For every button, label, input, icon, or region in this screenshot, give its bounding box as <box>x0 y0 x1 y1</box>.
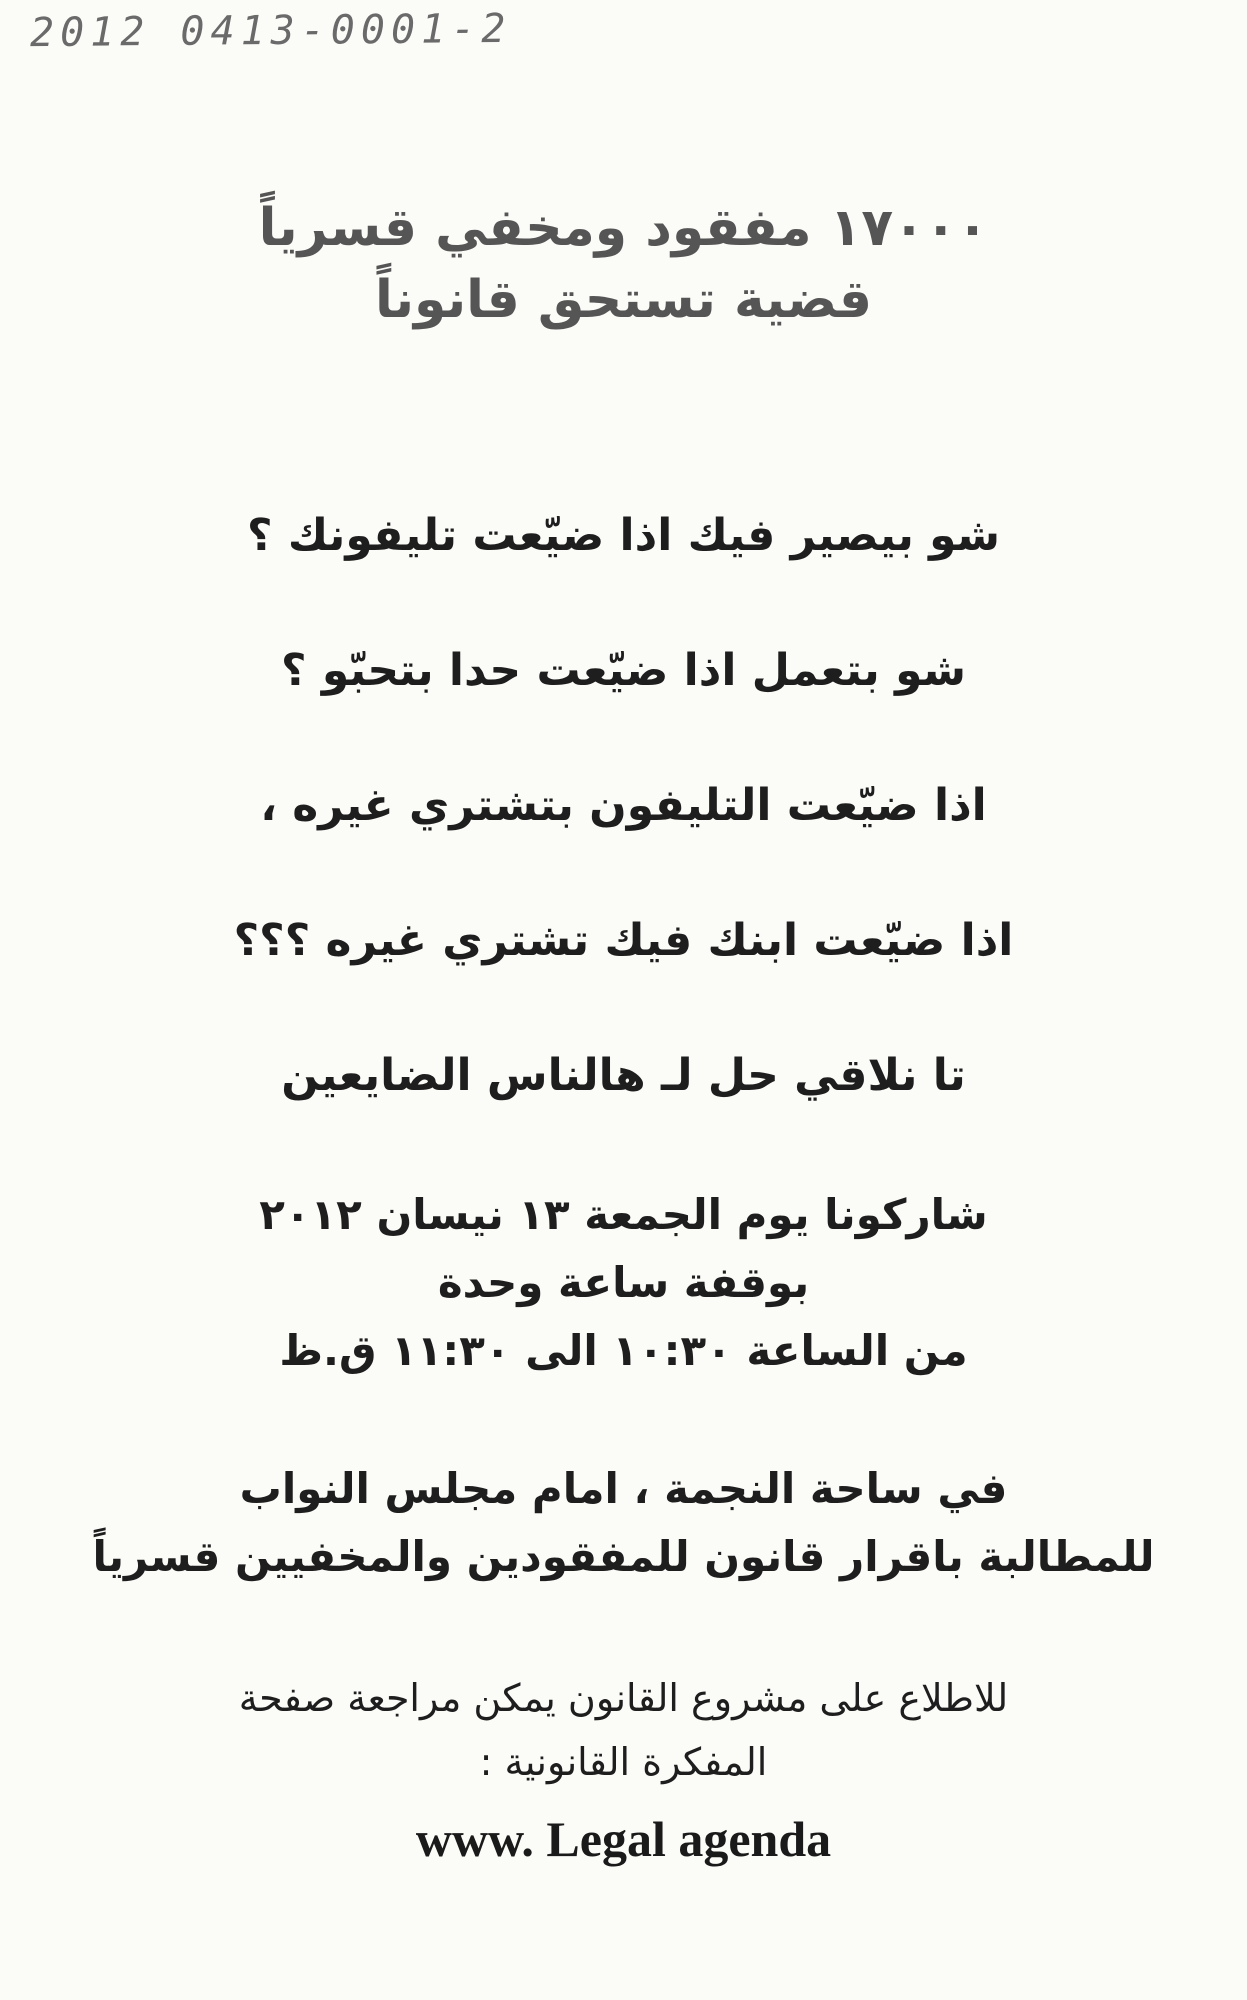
event-location: في ساحة النجمة ، امام مجلس النواب <box>239 1464 1008 1513</box>
event-date: شاركونا يوم الجمعة ١٣ نيسان ٢٠١٢ <box>259 1190 988 1239</box>
question-4: اذا ضيّعت ابنك فيك تشتري غيره ؟؟؟ <box>233 915 1014 966</box>
call-to-action: تا نلاقي حل لـ هالناس الضايعين <box>281 1050 966 1101</box>
event-duration: بوقفة ساعة وحدة <box>437 1258 810 1307</box>
question-3: اذا ضيّعت التليفون بتشتري غيره ، <box>260 780 987 831</box>
footer-note-line-2: المفكرة القانونية : <box>479 1740 768 1784</box>
footer-note-line-1: للاطلاع على مشروع القانون يمكن مراجعة صفحة <box>238 1676 1009 1720</box>
event-time: من الساعة ١٠:٣٠ الى ١١:٣٠ ق.ظ <box>279 1326 968 1375</box>
event-purpose: للمطالبة باقرار قانون للمفقودين والمخفيين قسرياً <box>92 1532 1155 1581</box>
title-line-2: قضية تستحق قانوناً <box>374 270 873 330</box>
question-1: شو بيصير فيك اذا ضيّعت تليفونك ؟ <box>246 510 1001 561</box>
title-line-1: ١٧٠٠٠ مفقود ومخفي قسرياً <box>258 198 989 258</box>
legal-agenda-website: www. Legal agenda <box>415 1811 832 1867</box>
question-2: شو بتعمل اذا ضيّعت حدا بتحبّو ؟ <box>281 645 966 696</box>
handwritten-document-number: 2012 0413-0001-2 <box>29 5 512 57</box>
